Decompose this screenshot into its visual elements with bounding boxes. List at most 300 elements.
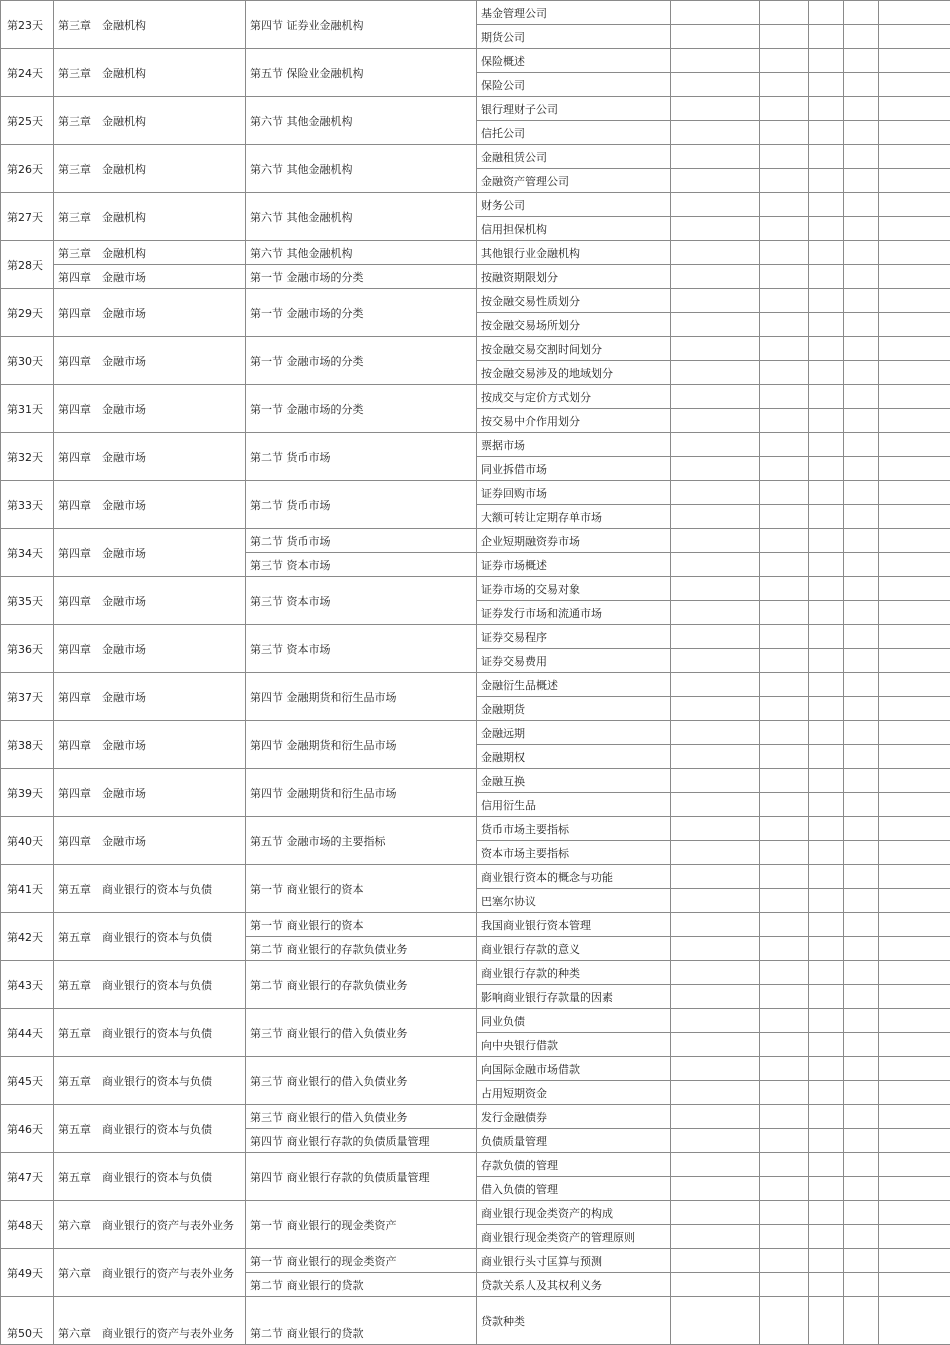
- blank-cell: [844, 721, 879, 745]
- topic-cell: 信托公司: [477, 121, 671, 145]
- blank-cell: [671, 865, 760, 889]
- blank-cell: [879, 1081, 950, 1105]
- blank-cell: [844, 1081, 879, 1105]
- topic-cell: 财务公司: [477, 193, 671, 217]
- blank-cell: [671, 1009, 760, 1033]
- blank-cell: [879, 793, 950, 817]
- blank-cell: [844, 1225, 879, 1249]
- schedule-row: [1, 769, 950, 793]
- schedule-row: [1, 577, 950, 601]
- day-label: 第27天: [1, 193, 54, 241]
- blank-cell: [809, 769, 844, 793]
- blank-cell: [844, 577, 879, 601]
- blank-cell: [809, 553, 844, 577]
- blank-cell: [844, 409, 879, 433]
- blank-cell: [671, 385, 760, 409]
- blank-cell: [671, 889, 760, 913]
- chapter-cell: 第四章 金融市场: [54, 625, 246, 673]
- blank-cell: [760, 25, 809, 49]
- chapter-cell: 第五章 商业银行的资本与负债: [54, 913, 246, 961]
- blank-cell: [879, 193, 950, 217]
- blank-cell: [879, 601, 950, 625]
- section-cell: 第二节 商业银行的存款负债业务: [246, 961, 477, 1009]
- blank-cell: [809, 361, 844, 385]
- blank-cell: [844, 73, 879, 97]
- schedule-row: [1, 625, 950, 649]
- blank-cell: [844, 289, 879, 313]
- blank-cell: [671, 553, 760, 577]
- blank-cell: [844, 625, 879, 649]
- topic-cell: 向国际金融市场借款: [477, 1057, 671, 1081]
- blank-cell: [760, 505, 809, 529]
- blank-cell: [809, 505, 844, 529]
- blank-cell: [760, 457, 809, 481]
- topic-cell: 金融期权: [477, 745, 671, 769]
- blank-cell: [671, 169, 760, 193]
- blank-cell: [760, 817, 809, 841]
- blank-cell: [760, 1129, 809, 1153]
- blank-cell: [671, 793, 760, 817]
- blank-cell: [844, 169, 879, 193]
- blank-cell: [760, 409, 809, 433]
- blank-cell: [760, 1009, 809, 1033]
- blank-cell: [809, 313, 844, 337]
- blank-cell: [844, 1177, 879, 1201]
- topic-cell: 金融期货: [477, 697, 671, 721]
- section-cell: 第一节 商业银行的现金类资产: [246, 1249, 477, 1273]
- blank-cell: [760, 1201, 809, 1225]
- schedule-row: [1, 1009, 950, 1033]
- section-cell: 第一节 商业银行的资本: [246, 913, 477, 937]
- topic-cell: 证券交易费用: [477, 649, 671, 673]
- chapter-cell: 第五章 商业银行的资本与负债: [54, 1153, 246, 1201]
- blank-cell: [844, 49, 879, 73]
- blank-cell: [671, 145, 760, 169]
- blank-cell: [879, 913, 950, 937]
- blank-cell: [879, 865, 950, 889]
- blank-cell: [844, 337, 879, 361]
- topic-cell: 大额可转让定期存单市场: [477, 505, 671, 529]
- topic-cell: 按融资期限划分: [477, 265, 671, 289]
- blank-cell: [760, 481, 809, 505]
- schedule-row: [1, 481, 950, 505]
- blank-cell: [879, 25, 950, 49]
- blank-cell: [844, 1153, 879, 1177]
- blank-cell: [844, 217, 879, 241]
- blank-cell: [809, 817, 844, 841]
- blank-cell: [879, 1129, 950, 1153]
- blank-cell: [671, 985, 760, 1009]
- topic-cell: 期货公司: [477, 25, 671, 49]
- blank-cell: [879, 889, 950, 913]
- blank-cell: [760, 313, 809, 337]
- day-label: 第37天: [1, 673, 54, 721]
- section-cell: 第三节 商业银行的借入负债业务: [246, 1009, 477, 1057]
- day-label: 第30天: [1, 337, 54, 385]
- blank-cell: [671, 841, 760, 865]
- blank-cell: [760, 1, 809, 25]
- topic-cell: 证券回购市场: [477, 481, 671, 505]
- blank-cell: [760, 985, 809, 1009]
- section-cell: 第三节 资本市场: [246, 577, 477, 625]
- blank-cell: [809, 889, 844, 913]
- blank-cell: [879, 1057, 950, 1081]
- topic-cell: 金融衍生品概述: [477, 673, 671, 697]
- blank-cell: [671, 289, 760, 313]
- day-label: 第23天: [1, 1, 54, 49]
- section-cell: 第二节 商业银行的贷款: [246, 1297, 477, 1345]
- section-cell: 第一节 金融市场的分类: [246, 337, 477, 385]
- blank-cell: [809, 193, 844, 217]
- topic-cell: 负债质量管理: [477, 1129, 671, 1153]
- topic-cell: 资本市场主要指标: [477, 841, 671, 865]
- blank-cell: [671, 457, 760, 481]
- blank-cell: [760, 169, 809, 193]
- schedule-row: [1, 337, 950, 361]
- blank-cell: [809, 385, 844, 409]
- blank-cell: [671, 1057, 760, 1081]
- blank-cell: [844, 745, 879, 769]
- blank-cell: [760, 73, 809, 97]
- section-cell: 第二节 货币市场: [246, 529, 477, 553]
- day-label: 第47天: [1, 1153, 54, 1201]
- section-cell: 第六节 其他金融机构: [246, 145, 477, 193]
- blank-cell: [844, 265, 879, 289]
- blank-cell: [879, 817, 950, 841]
- schedule-row: [1, 817, 950, 841]
- blank-cell: [879, 1009, 950, 1033]
- chapter-cell: 第三章 金融机构: [54, 193, 246, 241]
- blank-cell: [809, 1129, 844, 1153]
- blank-cell: [671, 361, 760, 385]
- blank-cell: [760, 529, 809, 553]
- blank-cell: [879, 1105, 950, 1129]
- chapter-cell: 第四章 金融市场: [54, 433, 246, 481]
- blank-cell: [809, 145, 844, 169]
- section-cell: 第四节 金融期货和衍生品市场: [246, 721, 477, 769]
- blank-cell: [760, 1153, 809, 1177]
- chapter-cell: 第五章 商业银行的资本与负债: [54, 961, 246, 1009]
- section-cell: 第六节 其他金融机构: [246, 241, 477, 265]
- blank-cell: [844, 25, 879, 49]
- blank-cell: [760, 769, 809, 793]
- schedule-row: [1, 97, 950, 121]
- blank-cell: [844, 145, 879, 169]
- blank-cell: [809, 1009, 844, 1033]
- blank-cell: [844, 961, 879, 985]
- section-cell: 第六节 其他金融机构: [246, 193, 477, 241]
- blank-cell: [809, 1225, 844, 1249]
- section-cell: 第二节 商业银行的贷款: [246, 1273, 477, 1297]
- chapter-cell: 第四章 金融市场: [54, 337, 246, 385]
- blank-cell: [844, 649, 879, 673]
- section-cell: 第四节 金融期货和衍生品市场: [246, 673, 477, 721]
- blank-cell: [809, 1081, 844, 1105]
- schedule-row: [1, 145, 950, 169]
- topic-cell: 巴塞尔协议: [477, 889, 671, 913]
- blank-cell: [671, 1129, 760, 1153]
- blank-cell: [671, 1105, 760, 1129]
- chapter-cell: 第三章 金融机构: [54, 97, 246, 145]
- schedule-row: [1, 721, 950, 745]
- blank-cell: [844, 553, 879, 577]
- topic-cell: 保险概述: [477, 49, 671, 73]
- blank-cell: [879, 721, 950, 745]
- day-label: 第39天: [1, 769, 54, 817]
- chapter-cell: 第四章 金融市场: [54, 385, 246, 433]
- blank-cell: [879, 1, 950, 25]
- section-cell: 第一节 商业银行的现金类资产: [246, 1201, 477, 1249]
- blank-cell: [760, 1081, 809, 1105]
- blank-cell: [844, 697, 879, 721]
- chapter-cell: 第三章 金融机构: [54, 1, 246, 49]
- blank-cell: [879, 649, 950, 673]
- blank-cell: [809, 625, 844, 649]
- blank-cell: [879, 97, 950, 121]
- blank-cell: [671, 721, 760, 745]
- blank-cell: [809, 721, 844, 745]
- chapter-cell: 第五章 商业银行的资本与负债: [54, 1057, 246, 1105]
- chapter-cell: 第三章 金融机构: [54, 145, 246, 193]
- blank-cell: [809, 1201, 844, 1225]
- blank-cell: [809, 1297, 844, 1345]
- blank-cell: [671, 1249, 760, 1273]
- topic-cell: 借入负债的管理: [477, 1177, 671, 1201]
- blank-cell: [879, 961, 950, 985]
- topic-cell: 信用衍生品: [477, 793, 671, 817]
- chapter-cell: 第六章 商业银行的资产与表外业务: [54, 1297, 246, 1345]
- blank-cell: [809, 1, 844, 25]
- topic-cell: 商业银行存款的意义: [477, 937, 671, 961]
- blank-cell: [760, 865, 809, 889]
- day-label: 第25天: [1, 97, 54, 145]
- topic-cell: 商业银行资本的概念与功能: [477, 865, 671, 889]
- blank-cell: [879, 769, 950, 793]
- schedule-row: [1, 49, 950, 73]
- blank-cell: [760, 361, 809, 385]
- topic-cell: 同业负债: [477, 1009, 671, 1033]
- blank-cell: [671, 313, 760, 337]
- blank-cell: [809, 601, 844, 625]
- blank-cell: [760, 1249, 809, 1273]
- blank-cell: [809, 841, 844, 865]
- blank-cell: [844, 937, 879, 961]
- blank-cell: [671, 505, 760, 529]
- blank-cell: [844, 913, 879, 937]
- chapter-cell: 第三章 金融机构: [54, 49, 246, 97]
- day-label: 第45天: [1, 1057, 54, 1105]
- blank-cell: [760, 841, 809, 865]
- topic-cell: 按成交与定价方式划分: [477, 385, 671, 409]
- blank-cell: [809, 1177, 844, 1201]
- blank-cell: [760, 1225, 809, 1249]
- blank-cell: [760, 601, 809, 625]
- schedule-row: [1, 193, 950, 217]
- blank-cell: [760, 433, 809, 457]
- topic-cell: 金融资产管理公司: [477, 169, 671, 193]
- blank-cell: [809, 793, 844, 817]
- topic-cell: 按金融交易交割时间划分: [477, 337, 671, 361]
- blank-cell: [844, 1201, 879, 1225]
- blank-cell: [809, 1273, 844, 1297]
- blank-cell: [671, 745, 760, 769]
- schedule-row: [1, 1249, 950, 1273]
- blank-cell: [879, 841, 950, 865]
- chapter-cell: 第五章 商业银行的资本与负债: [54, 1105, 246, 1153]
- blank-cell: [844, 1273, 879, 1297]
- blank-cell: [844, 433, 879, 457]
- blank-cell: [809, 985, 844, 1009]
- blank-cell: [879, 241, 950, 265]
- schedule-row: [1, 529, 950, 553]
- blank-cell: [760, 913, 809, 937]
- blank-cell: [760, 1273, 809, 1297]
- blank-cell: [844, 673, 879, 697]
- blank-cell: [671, 265, 760, 289]
- section-cell: 第一节 金融市场的分类: [246, 289, 477, 337]
- day-label: 第29天: [1, 289, 54, 337]
- blank-cell: [844, 1105, 879, 1129]
- blank-cell: [671, 25, 760, 49]
- blank-cell: [879, 505, 950, 529]
- topic-cell: 金融互换: [477, 769, 671, 793]
- blank-cell: [809, 1153, 844, 1177]
- blank-cell: [844, 193, 879, 217]
- day-label: 第36天: [1, 625, 54, 673]
- blank-cell: [671, 337, 760, 361]
- blank-cell: [844, 361, 879, 385]
- topic-cell: 发行金融债券: [477, 1105, 671, 1129]
- blank-cell: [844, 529, 879, 553]
- blank-cell: [671, 1297, 760, 1345]
- blank-cell: [760, 1177, 809, 1201]
- blank-cell: [760, 721, 809, 745]
- blank-cell: [809, 649, 844, 673]
- blank-cell: [844, 1129, 879, 1153]
- schedule-row: [1, 289, 950, 313]
- blank-cell: [844, 1057, 879, 1081]
- blank-cell: [879, 409, 950, 433]
- topic-cell: 按交易中介作用划分: [477, 409, 671, 433]
- blank-cell: [671, 937, 760, 961]
- chapter-cell: 第四章 金融市场: [54, 289, 246, 337]
- blank-cell: [879, 673, 950, 697]
- topic-cell: 证券市场概述: [477, 553, 671, 577]
- blank-cell: [809, 961, 844, 985]
- blank-cell: [879, 1273, 950, 1297]
- blank-cell: [879, 73, 950, 97]
- blank-cell: [671, 1273, 760, 1297]
- schedule-row: [1, 961, 950, 985]
- blank-cell: [671, 1033, 760, 1057]
- schedule-row: [1, 1297, 950, 1345]
- day-label: 第46天: [1, 1105, 54, 1153]
- topic-cell: 企业短期融资券市场: [477, 529, 671, 553]
- blank-cell: [844, 1033, 879, 1057]
- topic-cell: 银行理财子公司: [477, 97, 671, 121]
- blank-cell: [671, 913, 760, 937]
- blank-cell: [879, 169, 950, 193]
- day-label: 第38天: [1, 721, 54, 769]
- blank-cell: [879, 985, 950, 1009]
- section-cell: 第一节 金融市场的分类: [246, 385, 477, 433]
- blank-cell: [760, 97, 809, 121]
- section-cell: 第六节 其他金融机构: [246, 97, 477, 145]
- blank-cell: [879, 745, 950, 769]
- section-cell: 第二节 货币市场: [246, 481, 477, 529]
- schedule-row: [1, 865, 950, 889]
- topic-cell: 同业拆借市场: [477, 457, 671, 481]
- blank-cell: [809, 1105, 844, 1129]
- blank-cell: [879, 1249, 950, 1273]
- section-cell: 第五节 保险业金融机构: [246, 49, 477, 97]
- day-label: 第42天: [1, 913, 54, 961]
- blank-cell: [879, 553, 950, 577]
- blank-cell: [671, 1, 760, 25]
- section-cell: 第一节 金融市场的分类: [246, 265, 477, 289]
- blank-cell: [844, 121, 879, 145]
- blank-cell: [760, 265, 809, 289]
- section-cell: 第五节 金融市场的主要指标: [246, 817, 477, 865]
- blank-cell: [844, 505, 879, 529]
- chapter-cell: 第四章 金融市场: [54, 769, 246, 817]
- topic-cell: 金融远期: [477, 721, 671, 745]
- blank-cell: [671, 1225, 760, 1249]
- blank-cell: [809, 73, 844, 97]
- blank-cell: [844, 601, 879, 625]
- schedule-row: [1, 1105, 950, 1129]
- blank-cell: [760, 1057, 809, 1081]
- blank-cell: [879, 937, 950, 961]
- blank-cell: [809, 1057, 844, 1081]
- blank-cell: [844, 385, 879, 409]
- blank-cell: [809, 409, 844, 433]
- topic-cell: 证券发行市场和流通市场: [477, 601, 671, 625]
- blank-cell: [844, 241, 879, 265]
- schedule-row: [1, 385, 950, 409]
- schedule-row: [1, 433, 950, 457]
- blank-cell: [671, 481, 760, 505]
- blank-cell: [844, 1297, 879, 1345]
- blank-cell: [809, 577, 844, 601]
- blank-cell: [809, 217, 844, 241]
- blank-cell: [879, 577, 950, 601]
- blank-cell: [879, 289, 950, 313]
- chapter-cell: 第四章 金融市场: [54, 577, 246, 625]
- chapter-cell: 第四章 金融市场: [54, 481, 246, 529]
- blank-cell: [844, 865, 879, 889]
- day-label: 第44天: [1, 1009, 54, 1057]
- blank-cell: [809, 337, 844, 361]
- schedule-row: [1, 1201, 950, 1225]
- blank-cell: [879, 1225, 950, 1249]
- section-cell: 第二节 商业银行的存款负债业务: [246, 937, 477, 961]
- blank-cell: [809, 49, 844, 73]
- section-cell: 第三节 商业银行的借入负债业务: [246, 1057, 477, 1105]
- blank-cell: [809, 169, 844, 193]
- blank-cell: [879, 361, 950, 385]
- blank-cell: [671, 577, 760, 601]
- blank-cell: [671, 697, 760, 721]
- day-label: 第34天: [1, 529, 54, 577]
- day-label: 第24天: [1, 49, 54, 97]
- blank-cell: [879, 1033, 950, 1057]
- blank-cell: [760, 793, 809, 817]
- schedule-row: [1, 1153, 950, 1177]
- blank-cell: [671, 1177, 760, 1201]
- blank-cell: [879, 337, 950, 361]
- chapter-cell: 第六章 商业银行的资产与表外业务: [54, 1201, 246, 1249]
